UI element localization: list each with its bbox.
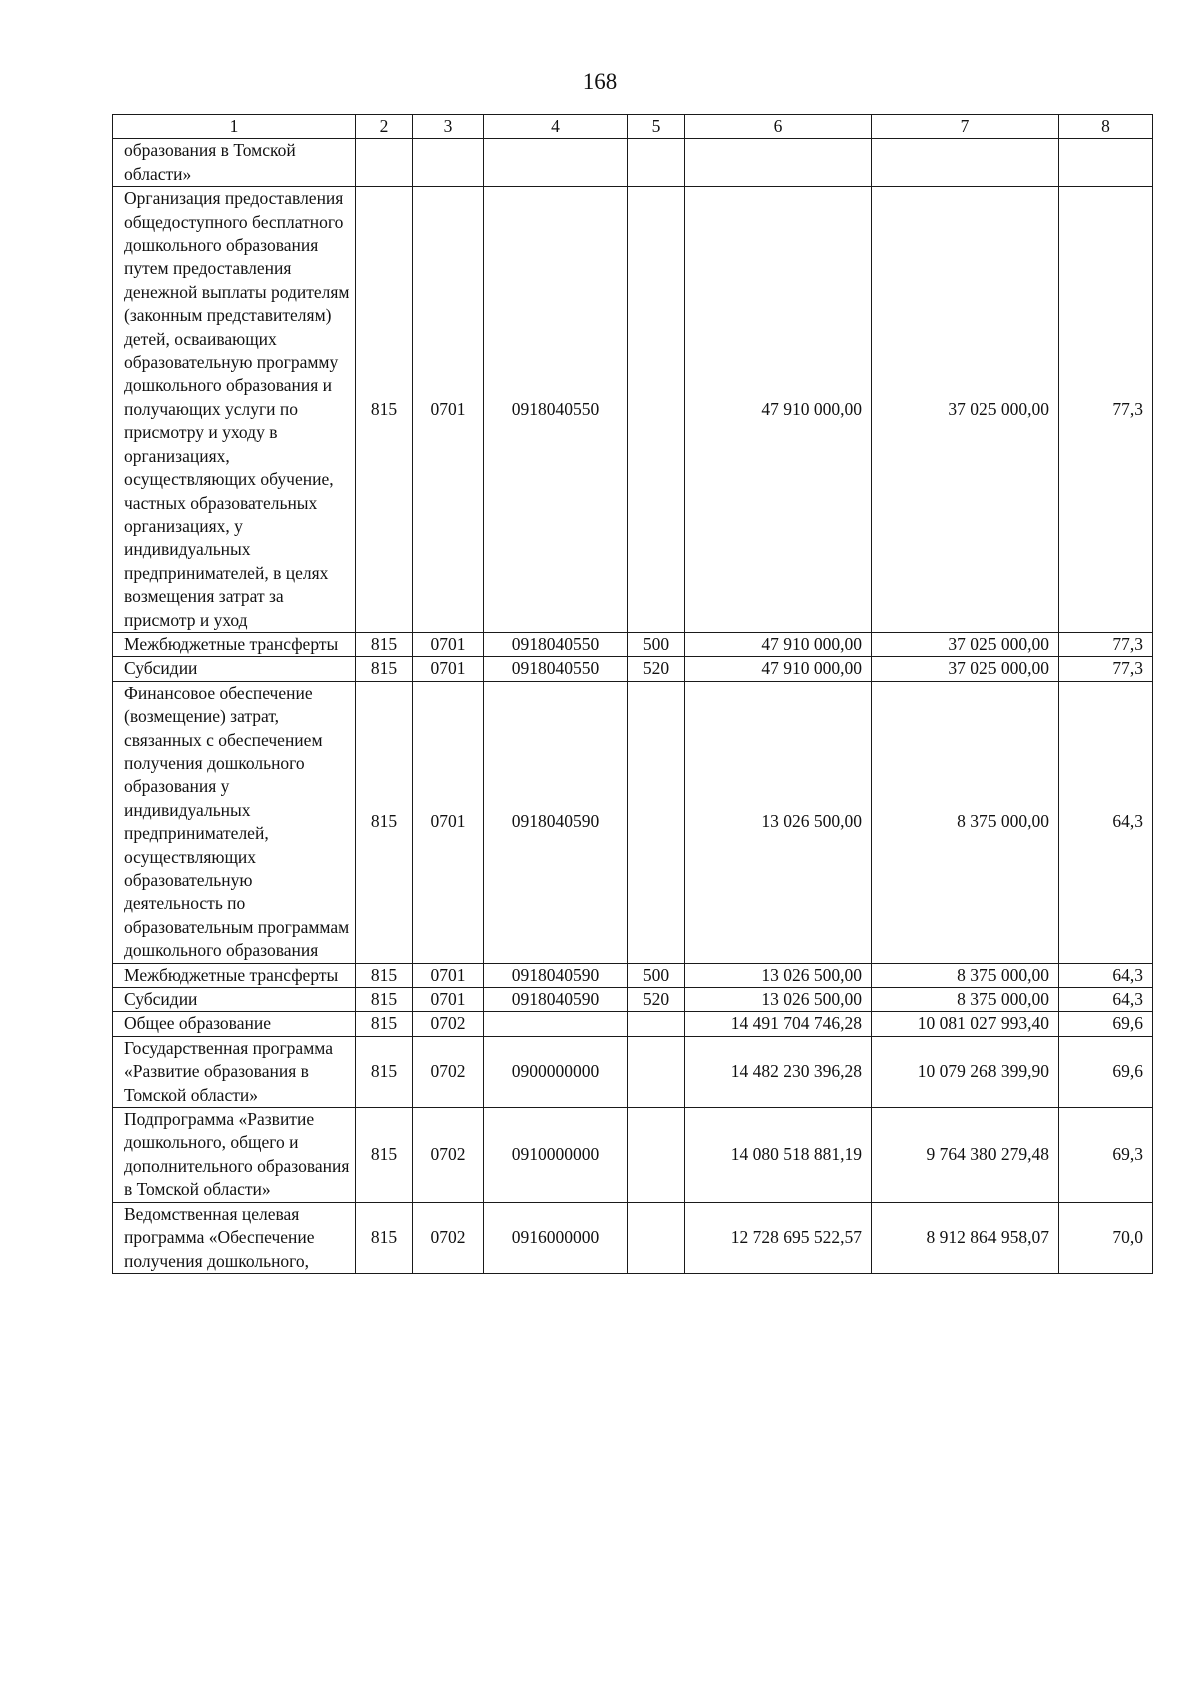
ministry-code (356, 139, 413, 187)
executed-amount: 8 375 000,00 (872, 988, 1059, 1012)
executed-amount: 8 375 000,00 (872, 963, 1059, 987)
expense-type-code: 520 (628, 988, 685, 1012)
target-article-code: 0916000000 (484, 1202, 628, 1273)
section-code: 0702 (413, 1036, 484, 1107)
section-code: 0701 (413, 187, 484, 633)
column-header: 4 (484, 115, 628, 139)
line-item-name: Ведомственная целевая программа «Обеспечение получения дошкольного, (113, 1202, 356, 1273)
table-row (113, 1202, 1153, 1273)
table-row (113, 657, 1153, 681)
target-article-code: 0918040550 (484, 657, 628, 681)
execution-percent: 77,3 (1059, 632, 1153, 656)
execution-percent: 64,3 (1059, 681, 1153, 963)
execution-percent: 69,6 (1059, 1012, 1153, 1036)
column-header: 3 (413, 115, 484, 139)
target-article-code: 0918040550 (484, 187, 628, 633)
line-item-name: Финансовое обеспечение (возмещение) затрат, связанных с обеспечением получения дошкольного образования у индивидуальных предпринимателей, осуществляющих образовательную деятельность по образовательным программам дошкольного образования (113, 681, 356, 963)
ministry-code: 815 (356, 187, 413, 633)
section-code: 0701 (413, 632, 484, 656)
approved-amount: 13 026 500,00 (685, 963, 872, 987)
ministry-code: 815 (356, 1202, 413, 1273)
approved-amount: 14 080 518 881,19 (685, 1108, 872, 1203)
section-code: 0701 (413, 988, 484, 1012)
ministry-code: 815 (356, 963, 413, 987)
ministry-code: 815 (356, 1108, 413, 1203)
ministry-code: 815 (356, 1036, 413, 1107)
table-row (113, 681, 1153, 963)
section-code: 0702 (413, 1202, 484, 1273)
table-row (113, 632, 1153, 656)
execution-percent (1059, 139, 1153, 187)
table-row (113, 988, 1153, 1012)
approved-amount: 47 910 000,00 (685, 187, 872, 633)
target-article-code: 0900000000 (484, 1036, 628, 1107)
ministry-code: 815 (356, 1012, 413, 1036)
executed-amount: 37 025 000,00 (872, 187, 1059, 633)
execution-percent: 70,0 (1059, 1202, 1153, 1273)
executed-amount: 9 764 380 279,48 (872, 1108, 1059, 1203)
column-header: 6 (685, 115, 872, 139)
execution-percent: 69,3 (1059, 1108, 1153, 1203)
ministry-code: 815 (356, 657, 413, 681)
page-number: 168 (582, 69, 618, 94)
column-header: 5 (628, 115, 685, 139)
target-article-code: 0918040590 (484, 988, 628, 1012)
executed-amount: 37 025 000,00 (872, 632, 1059, 656)
approved-amount: 47 910 000,00 (685, 657, 872, 681)
table-row (113, 139, 1153, 187)
ministry-code: 815 (356, 681, 413, 963)
table-row (113, 1036, 1153, 1107)
ministry-code: 815 (356, 632, 413, 656)
expense-type-code: 520 (628, 657, 685, 681)
line-item-name: Субсидии (113, 988, 356, 1012)
section-code: 0701 (413, 963, 484, 987)
ministry-code: 815 (356, 988, 413, 1012)
header-row (113, 115, 1153, 139)
expense-type-code (628, 681, 685, 963)
table-row (113, 1108, 1153, 1203)
section-code (413, 139, 484, 187)
line-item-name: Субсидии (113, 657, 356, 681)
approved-amount (685, 139, 872, 187)
line-item-name: Организация предоставления общедоступного бесплатного дошкольного образования путем предоставления денежной выплаты родителям (законным представителям) детей, осваивающих образовательную программу дошкольного образования и получающих услуги по присмотру и уходу в организациях, осуществляющих обучение, частных образовательных организациях, у индивидуальных предпринимателей, в целях возмещения затрат за присмотр и уход (113, 187, 356, 633)
target-article-code: 0918040550 (484, 632, 628, 656)
line-item-name: Государственная программа «Развитие образования в Томской области» (113, 1036, 356, 1107)
expense-type-code: 500 (628, 963, 685, 987)
executed-amount: 10 079 268 399,90 (872, 1036, 1059, 1107)
execution-percent: 77,3 (1059, 657, 1153, 681)
line-item-name: Межбюджетные трансферты (113, 963, 356, 987)
executed-amount: 8 375 000,00 (872, 681, 1059, 963)
execution-percent: 69,6 (1059, 1036, 1153, 1107)
expense-type-code: 500 (628, 632, 685, 656)
column-header: 7 (872, 115, 1059, 139)
budget-table (112, 114, 1153, 1274)
expense-type-code (628, 139, 685, 187)
section-code: 0702 (413, 1012, 484, 1036)
approved-amount: 47 910 000,00 (685, 632, 872, 656)
executed-amount: 10 081 027 993,40 (872, 1012, 1059, 1036)
section-code: 0701 (413, 657, 484, 681)
execution-percent: 64,3 (1059, 988, 1153, 1012)
target-article-code (484, 1012, 628, 1036)
executed-amount: 8 912 864 958,07 (872, 1202, 1059, 1273)
approved-amount: 14 482 230 396,28 (685, 1036, 872, 1107)
approved-amount: 12 728 695 522,57 (685, 1202, 872, 1273)
executed-amount: 37 025 000,00 (872, 657, 1059, 681)
target-article-code: 0910000000 (484, 1108, 628, 1203)
column-header: 2 (356, 115, 413, 139)
table-row (113, 1012, 1153, 1036)
approved-amount: 14 491 704 746,28 (685, 1012, 872, 1036)
table-body (113, 139, 1153, 1274)
approved-amount: 13 026 500,00 (685, 988, 872, 1012)
target-article-code: 0918040590 (484, 963, 628, 987)
line-item-name: Общее образование (113, 1012, 356, 1036)
line-item-name: образования в Томской области» (113, 139, 356, 187)
approved-amount: 13 026 500,00 (685, 681, 872, 963)
section-code: 0702 (413, 1108, 484, 1203)
expense-type-code (628, 1036, 685, 1107)
table-header (113, 115, 1153, 139)
execution-percent: 77,3 (1059, 187, 1153, 633)
expense-type-code (628, 1012, 685, 1036)
executed-amount (872, 139, 1059, 187)
column-header: 8 (1059, 115, 1153, 139)
target-article-code (484, 139, 628, 187)
expense-type-code (628, 187, 685, 633)
line-item-name: Межбюджетные трансферты (113, 632, 356, 656)
line-item-name: Подпрограмма «Развитие дошкольного, общего и дополнительного образования в Томской области» (113, 1108, 356, 1203)
target-article-code: 0918040590 (484, 681, 628, 963)
section-code: 0701 (413, 681, 484, 963)
table-row (113, 963, 1153, 987)
expense-type-code (628, 1108, 685, 1203)
table-row (113, 187, 1153, 633)
column-header: 1 (113, 115, 356, 139)
expense-type-code (628, 1202, 685, 1273)
execution-percent: 64,3 (1059, 963, 1153, 987)
